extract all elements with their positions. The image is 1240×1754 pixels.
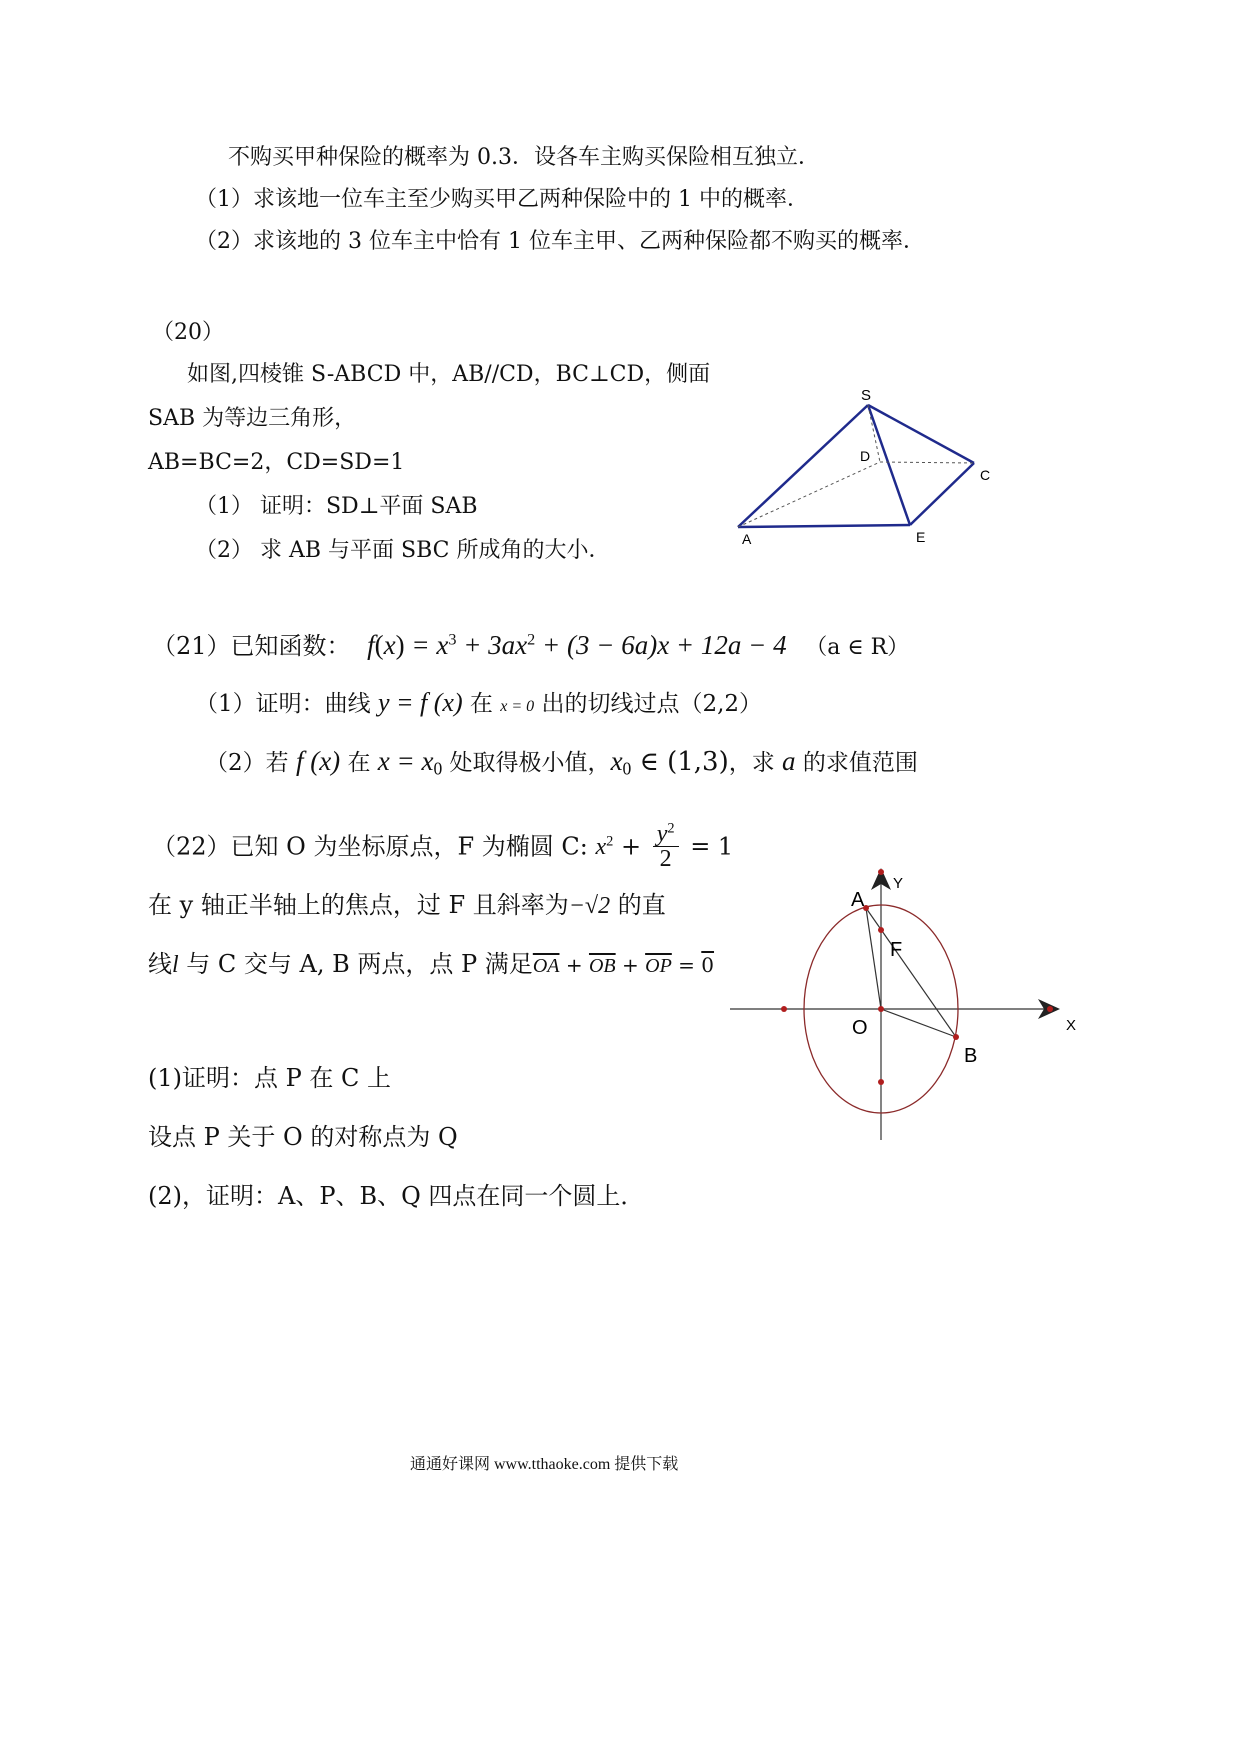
q21-function bbox=[367, 630, 786, 660]
q20-line2: SAB 为等边三角形， bbox=[148, 406, 357, 431]
q22-vec-oa: $\overline{OA}$ bbox=[532, 955, 560, 977]
q21-part2-fx: f (x) bbox=[295, 746, 341, 776]
q22-x-sup: 2 bbox=[606, 832, 614, 849]
q22-line3-b: 与 C 交与 A, B 两点，点 P 满足 bbox=[178, 950, 533, 978]
q22-line3 bbox=[148, 952, 714, 977]
q21-paren-open: ( bbox=[374, 630, 384, 660]
q22-fraction-den: 2 bbox=[659, 846, 672, 872]
q21-part2-xeq bbox=[377, 746, 443, 779]
q22-vec-ob: $\overline{OB}$ bbox=[588, 955, 616, 977]
edge-DC bbox=[880, 462, 974, 463]
q21-exp3: 3 bbox=[448, 630, 457, 649]
edge-SA bbox=[738, 405, 871, 527]
line-AB bbox=[866, 908, 956, 1037]
q19-part2: （2）求该地的 3 位车主中恰有 1 位车主甲、乙两种保险都不购买的概率． bbox=[195, 229, 925, 254]
q22-part2: (2)，证明：A、P、B、Q 四点在同一个圆上． bbox=[148, 1182, 645, 1210]
q21-rest: + (3 − 6a)x + 12a − 4 bbox=[535, 630, 787, 660]
q21-condition: （a ∈ R） bbox=[805, 635, 910, 660]
edge-SC bbox=[868, 405, 974, 463]
label-A: A bbox=[742, 531, 752, 547]
q22-vec-op: $\overline{OP}$ bbox=[645, 955, 672, 977]
q20-number: （20） bbox=[152, 320, 224, 345]
q21-part2-a-var: a bbox=[782, 746, 796, 776]
q21-part2 bbox=[205, 746, 918, 779]
edge-EC bbox=[910, 463, 974, 525]
label-F: F bbox=[890, 939, 903, 961]
q22-line2-b: 的直 bbox=[610, 891, 666, 919]
edge-AE bbox=[738, 525, 910, 527]
q21-part2-sub0: 0 bbox=[433, 758, 443, 779]
q20-part2: （2） 求 AB 与平面 SBC 所成角的大小． bbox=[195, 538, 611, 563]
q22-fraction-num bbox=[653, 822, 679, 847]
q20-part1: （1） 证明：SD⊥平面 SAB bbox=[195, 494, 478, 519]
edge-SE bbox=[868, 405, 910, 525]
q21-part1-a: （1）证明：曲线 bbox=[195, 691, 378, 717]
point-F bbox=[878, 927, 884, 933]
label-D: D bbox=[860, 448, 871, 464]
q22-line2 bbox=[148, 893, 666, 918]
q21-part2-f: 的求值范围 bbox=[795, 750, 918, 776]
point-left bbox=[781, 1006, 787, 1012]
q22-line1-a: （22）已知 O 为坐标原点，F 为椭圆 C: bbox=[152, 832, 596, 861]
q22-plus: + bbox=[613, 832, 649, 861]
ellipse-figure bbox=[720, 860, 1090, 1150]
q22-vec-plus2: + bbox=[615, 953, 646, 977]
q20-line3: AB=BC=2，CD=SD=1 bbox=[148, 450, 405, 475]
q22-vec-eq: = bbox=[671, 953, 702, 977]
q21-term2: + 3ax bbox=[456, 630, 528, 660]
label-E: E bbox=[916, 529, 926, 545]
q21-part2-xeq-text: x = x bbox=[377, 746, 434, 776]
q22-y-sup: 2 bbox=[667, 820, 675, 837]
q21-part2-e: ，求 bbox=[728, 750, 783, 776]
point-right bbox=[1047, 1006, 1053, 1012]
q21-f: f bbox=[367, 630, 375, 660]
q22-line1 bbox=[152, 822, 733, 871]
label-Y: Y bbox=[893, 875, 904, 892]
q22-slope: −√2 bbox=[568, 893, 611, 919]
q19-continuation: 不购买甲种保险的概率为 0.3．设各车主购买保险相互独立． bbox=[228, 145, 820, 170]
q19-part1: （1）求该地一位车主至少购买甲乙两种保险中的 1 中的概率． bbox=[195, 187, 809, 212]
q21-statement bbox=[152, 632, 909, 659]
q21-part2-sub1: 0 bbox=[622, 758, 632, 779]
q21-paren-close: ) bbox=[395, 630, 405, 660]
label-S: S bbox=[861, 387, 872, 404]
label-C: C bbox=[980, 467, 991, 483]
q21-part1-b: 在 bbox=[462, 691, 501, 717]
q21-part1-c: 出的切线过点（2,2） bbox=[534, 691, 763, 717]
footer-text: 通通好课网 www.tthaoke.com 提供下载 bbox=[410, 1456, 679, 1473]
q22-y: y bbox=[656, 821, 668, 847]
label-A: A bbox=[851, 889, 865, 911]
q21-part1-curve: y = f (x) bbox=[377, 688, 463, 717]
q21-x: x bbox=[383, 630, 396, 660]
pyramid-edges bbox=[738, 405, 974, 527]
q22-part1: (1)证明：点 P 在 C 上 bbox=[148, 1064, 392, 1092]
q22-x2 bbox=[595, 834, 613, 860]
q21-part2-x0 bbox=[610, 746, 632, 779]
label-O: O bbox=[852, 1017, 868, 1039]
label-B: B bbox=[964, 1045, 978, 1067]
q22-line3-a: 线 bbox=[148, 950, 172, 978]
point-B bbox=[953, 1034, 959, 1040]
q21-number: （21）已知函数： bbox=[152, 632, 351, 660]
q22-vec-plus1: + bbox=[559, 953, 589, 977]
q21-part2-c: 处取得极小值， bbox=[442, 750, 611, 776]
q22-line2-a: 在 y 轴正半轴上的焦点，过 F 且斜率为 bbox=[148, 891, 569, 919]
q22-fraction bbox=[653, 822, 679, 871]
point-O bbox=[878, 1006, 884, 1012]
line-OB bbox=[881, 1009, 956, 1037]
q21-part2-b: 在 bbox=[340, 750, 378, 776]
q22-x: x bbox=[595, 833, 607, 860]
q22-middle: 设点 P 关于 O 的对称点为 Q bbox=[148, 1123, 458, 1151]
q20-line1: 如图,四棱锥 S-ABCD 中，AB//CD，BC⊥CD，侧面 bbox=[187, 362, 711, 387]
q21-eq: = x bbox=[404, 630, 449, 660]
pyramid-figure bbox=[720, 380, 1020, 555]
q21-part1-x0: x = 0 bbox=[500, 698, 535, 715]
point-bottom bbox=[878, 1079, 884, 1085]
point-top bbox=[878, 869, 884, 875]
q21-part2-interval: ∈ (1,3) bbox=[631, 747, 729, 777]
line-OA bbox=[866, 908, 881, 1009]
q21-part1 bbox=[195, 690, 762, 716]
q21-exp2: 2 bbox=[527, 630, 536, 649]
q21-part2-x0-text: x bbox=[610, 746, 623, 776]
q21-part2-a: （2）若 bbox=[205, 750, 296, 776]
q22-vec-zero: 0 bbox=[701, 953, 715, 977]
q22-eq: = 1 bbox=[682, 832, 734, 861]
label-X: X bbox=[1066, 1017, 1077, 1034]
q22-line-l: l bbox=[172, 952, 179, 978]
edge-AD bbox=[738, 462, 880, 527]
